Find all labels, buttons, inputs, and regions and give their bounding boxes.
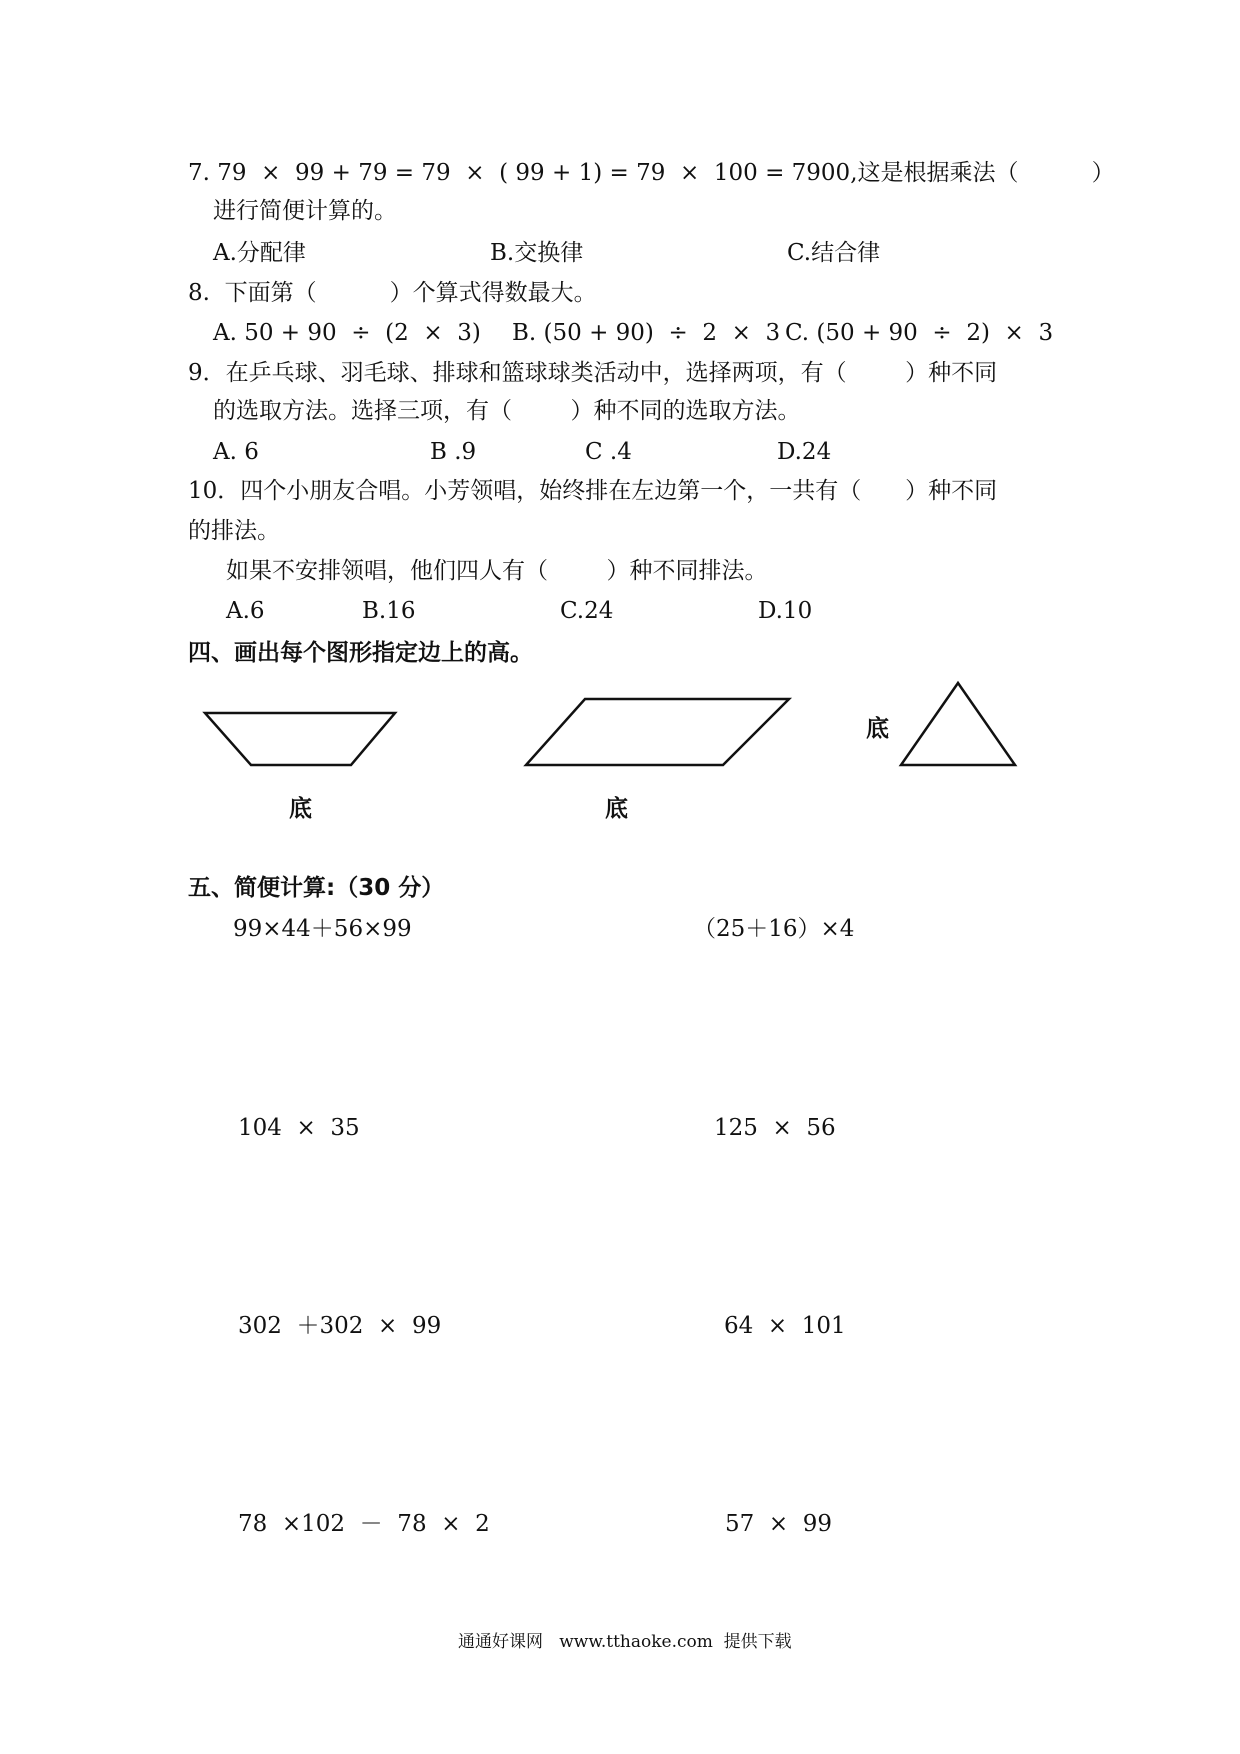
q7-option-a: A.分配律	[213, 240, 306, 266]
calc-item: 302 ＋302 × 99	[238, 1313, 442, 1339]
parallelogram-figure	[526, 699, 789, 765]
q9-option-c: C .4	[585, 439, 632, 465]
q7-option-b: B.交换律	[490, 240, 584, 266]
q7-line2: 进行简便计算的。	[213, 198, 397, 224]
q8-option-c: C. (50 + 90 ÷ 2) × 3	[785, 320, 1054, 346]
q10-line1: 10．四个小朋友合唱。小芳领唱，始终排在左边第一个，一共有（ ）种不同	[188, 478, 998, 504]
trapezoid-base-label: 底	[289, 796, 312, 822]
q10-line2: 的排法。	[188, 518, 280, 544]
q9-option-a: A. 6	[213, 439, 259, 465]
calc-item: 64 × 101	[724, 1313, 846, 1339]
q10-line3: 如果不安排领唱，他们四人有（ ）种不同排法。	[226, 558, 768, 584]
triangle-base-label: 底	[866, 716, 889, 742]
q9-line1: 9．在乒乓球、羽毛球、排球和篮球球类活动中，选择两项，有（ ）种不同	[188, 360, 998, 386]
q10-option-c: C.24	[560, 598, 614, 624]
q10-option-d: D.10	[758, 598, 813, 624]
trapezoid-figure	[205, 713, 395, 765]
section5-title: 五、简便计算:（30 分）	[188, 875, 445, 901]
triangle-figure	[901, 683, 1015, 765]
footer-text: 通通好课网 www.tthaoke.com 提供下载	[458, 1632, 792, 1652]
q7-option-c: C.结合律	[787, 240, 881, 266]
q8-option-a: A. 50 + 90 ÷ (2 × 3)	[213, 320, 481, 346]
q10-option-b: B.16	[362, 598, 416, 624]
q8-line1: 8. 下面第（ ）个算式得数最大。	[188, 280, 597, 306]
calc-item: 78 ×102 － 78 × 2	[238, 1511, 490, 1537]
calc-item: （25＋16）×4	[693, 916, 855, 942]
q7-line1: 7. 79 × 99 + 79 = 79 × ( 99 + 1) = 79 × 100 = 7900,这是根据乘法（ ）	[188, 160, 1115, 186]
calc-item: 125 × 56	[714, 1115, 836, 1141]
calc-item: 104 × 35	[238, 1115, 360, 1141]
section4-title: 四、画出每个图形指定边上的高。	[188, 640, 533, 666]
q10-option-a: A.6	[226, 598, 265, 624]
q8-option-b: B. (50 + 90) ÷ 2 × 3	[512, 320, 781, 346]
calc-item: 57 × 99	[725, 1511, 833, 1537]
q9-line2: 的选取方法。选择三项，有（ ）种不同的选取方法。	[213, 398, 801, 424]
q9-option-d: D.24	[777, 439, 832, 465]
parallelogram-base-label: 底	[605, 796, 628, 822]
q9-option-b: B .9	[430, 439, 477, 465]
calc-item: 99×44＋56×99	[233, 916, 412, 942]
